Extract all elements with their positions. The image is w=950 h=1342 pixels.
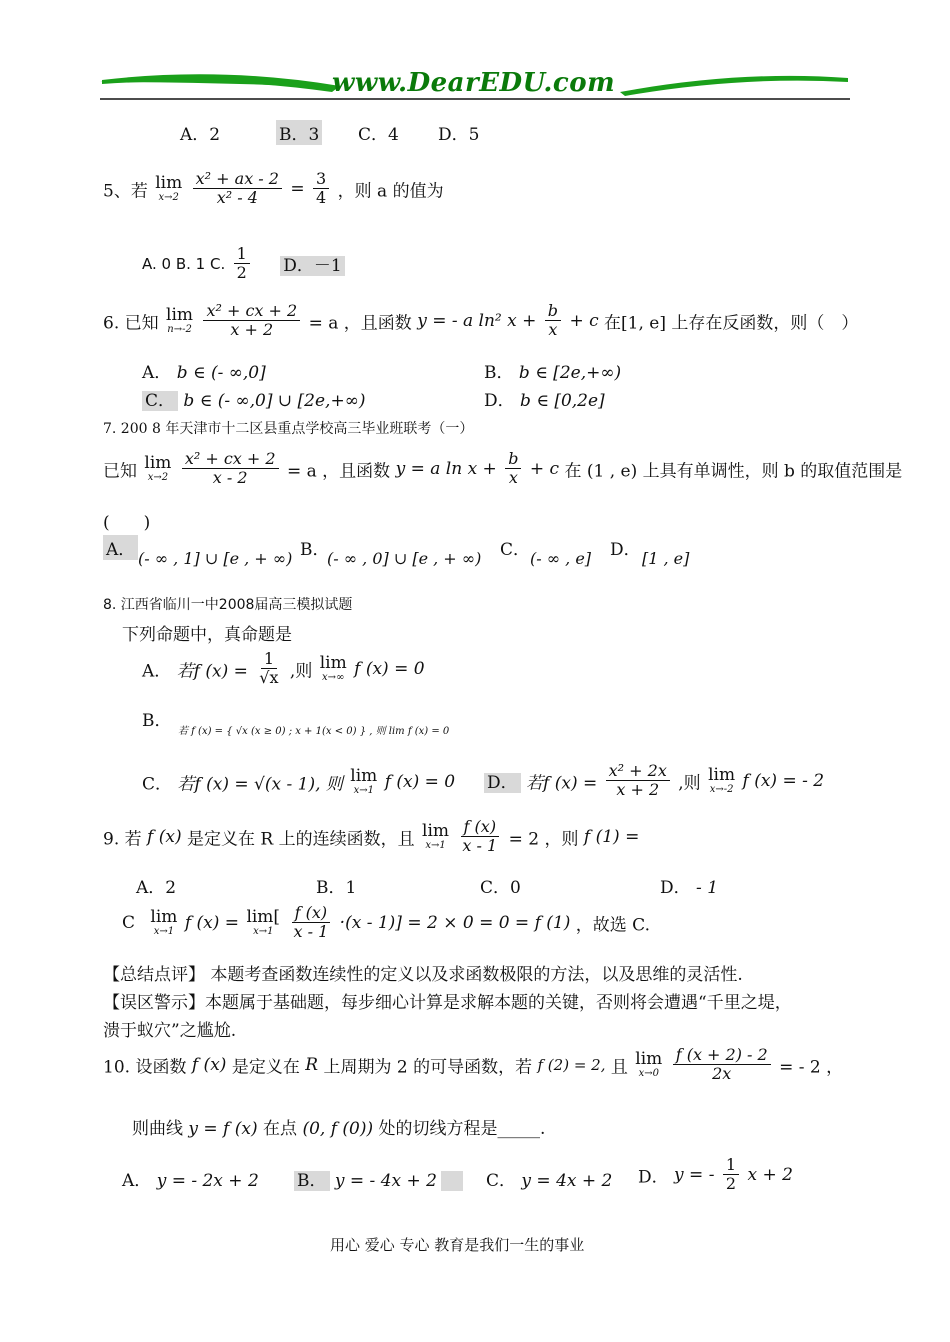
q9-sol-fraction: $\frac{f (x)}{x - 1}$	[293, 903, 329, 942]
q5-options	[142, 245, 345, 283]
q10-d-fraction: $\frac{1}{2}$	[723, 1156, 739, 1194]
q7-option-d-label: D．	[610, 540, 641, 560]
q7-limit: lim x→2	[144, 452, 172, 483]
q9-option-d: D． - 1	[660, 878, 719, 898]
q7-option-a: (- ∞ , 1] ∪ [e , + ∞)	[138, 549, 293, 568]
q8-option-b-math: 若 f (x) = { √x (x ≥ 0) ; x + 1(x < 0) } , 则 lim f (x) = 0	[178, 726, 450, 737]
warning-line-1: 【误区警示】本题属于基础题，每步细心计算是求解本题的关键，否则将会遭遇“千里之堤，	[103, 993, 792, 1013]
q9-option-a: A．2	[136, 878, 177, 898]
q10-limit: lim x→0	[635, 1048, 663, 1079]
q6-fraction: $\frac{\text{x² + cx + 2}}{x + 2}$	[203, 302, 300, 340]
q10-option-b: B． y = - 4x + 2	[294, 1166, 463, 1191]
q8-d-limit: lim x→-2	[708, 764, 736, 795]
q7-fraction: $\frac{\text{x² + cx + 2}}{x - 2}$	[182, 450, 279, 488]
q5-option-d: D．－1	[280, 256, 344, 276]
q5-eq-fraction: $\frac{3}{4}$	[313, 170, 329, 208]
q5-fraction: $\frac{\text{x² + ax - 2}}{\text{x² - 4}}$	[193, 170, 282, 208]
q5-tail: ，则 a 的值为	[337, 181, 444, 202]
q8-option-d: D． 若f (x) = $\frac{\text{x² + 2x}}{x + 2}$ ,则 lim x→-2 f (x) = - 2	[484, 762, 824, 800]
q10-line-2: 则曲线 y = f (x) 在点 (0, f (0)) 处的切线方程是_____.	[132, 1119, 546, 1139]
q8-option-a: A． 若f (x) = $\frac{1}{√x}$ ,则 lim x→∞ f (x) = 0	[142, 649, 425, 688]
q7-label: 已知	[103, 461, 137, 482]
q6-option-d: D． b ∈ [0,2e]	[484, 391, 605, 411]
q8-header: 8. 江西省临川一中2008届高三模拟试题	[103, 597, 353, 613]
q6-option-a: A． b ∈ (- ∞,0]	[142, 363, 266, 383]
q6-label: 6. 已知	[103, 313, 159, 334]
q7-paren: ( )	[103, 513, 151, 533]
question-10: 10. 设函数 f (x) 是定义在 R 上周期为 2 的可导函数，若 f (2) = 2, 且 lim x→0 $\frac{f (x + 2) - 2}{2x}$ = - 2 ，	[103, 1045, 844, 1084]
q7-tail: 在 (1 , e) 上具有单调性，则 b 的取值范围是	[564, 461, 903, 482]
q6-tail: 在[1, e] 上存在反函数，则（ ）	[604, 313, 859, 334]
q7-func-b: + c	[529, 458, 560, 479]
question-6	[103, 302, 858, 340]
q7-b-fraction: $\frac{b}{x}$	[505, 450, 521, 488]
q9-fraction: $\frac{f (x)}{x - 1}$	[462, 817, 498, 856]
q4-option-a: A．2	[180, 125, 221, 145]
q9-sol-limit-1: lim x→1	[150, 906, 178, 937]
summary-comment: 【总结点评】 本题考查函数连续性的定义以及求函数极限的方法，以及思维的灵活性.	[103, 965, 743, 985]
q7-mid: = a ，且函数	[286, 461, 391, 482]
q7-option-b-label: B．	[300, 540, 330, 560]
q4-option-b: B．3	[276, 120, 322, 145]
q10-option-c: C． y = 4x + 2	[486, 1171, 613, 1191]
q5-label: 5、若	[103, 181, 148, 202]
q7-option-a-label: A．	[103, 535, 138, 560]
q9-limit: lim x→1	[422, 820, 450, 851]
q8-a-fraction: $\frac{1}{√x}$	[259, 649, 279, 688]
q8-stem: 下列命题中，真命题是	[122, 625, 292, 645]
q6-func-a: y = - a ln² x +	[417, 310, 537, 331]
q7-option-b: (- ∞ , 0] ∪ [e , + ∞)	[327, 549, 482, 568]
header-logo	[100, 62, 850, 102]
q7-option-c: (- ∞ , e]	[530, 549, 592, 568]
q6-b-fraction: $\frac{b}{x}$	[545, 302, 561, 340]
q8-option-b: B．	[142, 711, 172, 731]
logo-text[interactable]: www.DearEDU.com	[332, 68, 616, 98]
q9-sol-limit-2: lim[ x→1	[246, 906, 281, 937]
q8-d-fraction: $\frac{\text{x² + 2x}}{x + 2}$	[606, 762, 670, 800]
q10-option-d: D． y = - $\frac{1}{2}$ x + 2	[638, 1155, 793, 1194]
q5-options-abc: A. 0 B. 1 C.	[142, 254, 226, 273]
q7-func-a: y = a ln x +	[395, 458, 497, 479]
q8-a-limit: lim x→∞	[319, 652, 347, 683]
q6-option-c: C． b ∈ (- ∞,0] ∪ [2e,+∞)	[142, 386, 366, 411]
q4-option-c: C．4	[358, 125, 399, 145]
q7-header: 7. 200 8 年天津市十二区县重点学校高三毕业班联考（一）	[103, 421, 474, 437]
q9-solution: C lim x→1 f (x) = lim[ x→1 $\frac{f (x)}{x - 1}$ ·(x - 1)] = 2 × 0 = 0 = f (1) ，故选 C.	[122, 903, 650, 942]
warning-line-2: 溃于蚁穴”之尴尬.	[103, 1021, 237, 1041]
q10-option-a: A． y = - 2x + 2	[122, 1171, 259, 1191]
q7-option-d: [1 , e]	[642, 549, 690, 568]
q8-option-c: C． 若f (x) = √(x - 1), 则 lim x→1 f (x) = 0	[142, 766, 456, 796]
q9-option-c: C．0	[480, 878, 521, 898]
q5-limit: lim x→2	[155, 172, 183, 203]
q6-func-b: + c	[569, 310, 599, 331]
question-5: 5、若 lim x→2 $\frac{\text{x² + ax - 2}}{\text{x² - 4}}$ = $\frac{3}{4}$ ，则 a 的值为	[103, 169, 444, 208]
q6-limit: lim n→-2	[166, 304, 194, 335]
q6-mid: = a ，且函数	[308, 313, 412, 334]
q4-option-d: D．5	[438, 125, 480, 145]
q6-option-b: B． b ∈ [2e,+∞)	[484, 363, 622, 383]
question-9: 9. 若 f (x) 是定义在 R 上的连续函数，且 lim x→1 $\frac{f (x)}{x - 1}$ = 2 ，则 f (1) =	[103, 817, 640, 856]
q8-c-limit: lim x→1	[350, 766, 378, 796]
q5-option-c-fraction: $\frac{1}{2}$	[234, 245, 250, 283]
footer-motto: 用心 爱心 专心 教育是我们一生的事业	[330, 1236, 585, 1254]
q7-option-c-label: C．	[500, 540, 531, 560]
q10-fraction: $\frac{f (x + 2) - 2}{2x}$	[673, 1046, 771, 1084]
question-7	[103, 450, 902, 488]
q9-option-b: B．1	[316, 878, 357, 898]
